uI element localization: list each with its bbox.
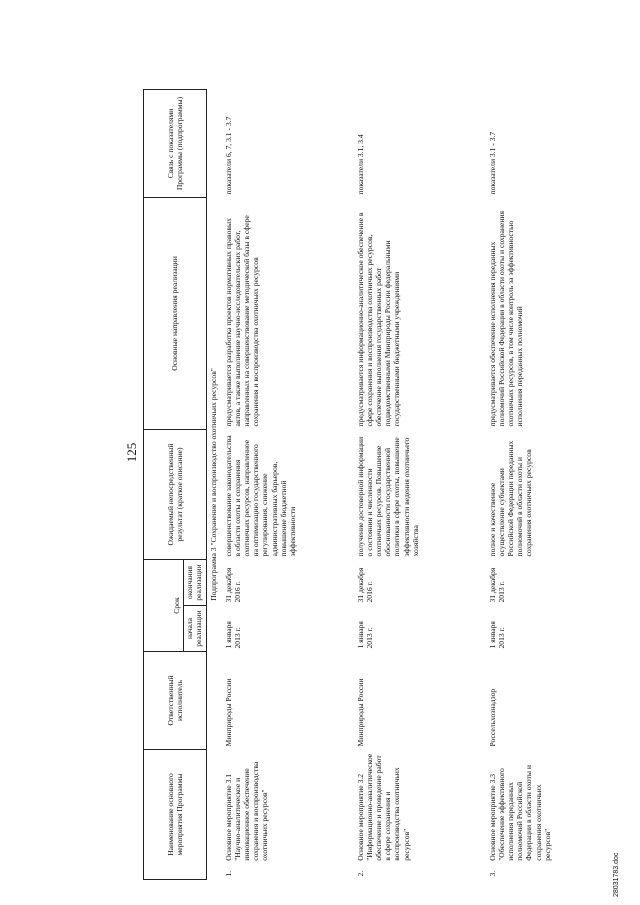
- executor-cell: Минприроды России: [224, 678, 233, 747]
- row-number: 1.: [224, 870, 233, 877]
- measure-text: Основное мероприятие 3.3 "Обеспечение эффективного исполнения переданных полномочий Российской Федерации в области охоты и сохранения охотничьих ресурсов": [488, 765, 552, 861]
- link-cell: показатели 3.1, 3.4: [356, 134, 365, 195]
- header-measure: Наименование основного мероприятия Программы: [144, 750, 207, 880]
- table-row: [222, 90, 354, 880]
- page-number: 125: [124, 442, 139, 463]
- row-number: 2.: [356, 870, 365, 877]
- measure-cell: [222, 750, 354, 880]
- end-cell: 31 декабря 2016 г.: [356, 567, 375, 603]
- end-cell: 31 декабря 2016 г.: [224, 567, 243, 603]
- header-directions: Основные направления реализации: [144, 198, 207, 430]
- executor-cell: Россельхознадзор: [488, 688, 497, 747]
- directions-cell: предусматривается информационно-аналитическое обеспечение в сфере сохранения и воспроизводства охотничьих ресурсов, обеспечение выполнения государственных работ подведомственными Минприроды России федеральными государственными бюджетными учреждениями: [356, 212, 402, 427]
- section-title: Подпрограмма 3 "Сохранение и воспроизводство охотничьих ресурсов": [209, 368, 218, 601]
- header-executor: Ответственный исполнитель: [144, 652, 207, 750]
- executor-cell: Минприроды России: [356, 678, 365, 747]
- measure-text: Основное мероприятие 3.1 "Научно-аналитическое и инновационное обеспечение сохранения и воспроизводства охотничьих ресурсов": [224, 761, 270, 861]
- start-cell: 1 января 2013 г.: [224, 621, 243, 649]
- directions-cell: предусматривается разработка проектов нормативных правовых актов, а также выполнение научно-исследовательских работ, направленных на совершенствование методической базы в сфере сохранения и воспроизводства охотничьих ресурсов: [224, 215, 261, 427]
- start-cell: 1 января 2013 г.: [356, 621, 375, 649]
- measure-text: Основное мероприятие 3.2 "Информационно-аналитическое обеспечение и проведение работ в сфере сохранения и воспроизводства охотничьих ресурсов": [356, 753, 411, 861]
- link-cell: показатели 6, 7, 3.1 - 3.7: [224, 116, 233, 195]
- row-number: 3.: [488, 870, 497, 877]
- table-row: [486, 90, 640, 880]
- header-term-start: начала реализации: [184, 606, 207, 652]
- result-cell: полное и качественное осуществление субъектами Российской Федерации переданных полномочий в области охоты и сохранения охотничьих ресурсов: [488, 440, 534, 557]
- header-term: Срок: [144, 560, 184, 652]
- result-cell: совершенствование законодательства в области охоты и сохранения охотничьих ресурсов, направленное на оптимизацию государственного регулирования, снижение административных барьеров, повышение бюджетной эффективности: [224, 435, 297, 557]
- start-cell: 1 января 2013 г.: [488, 621, 507, 649]
- table-row: [354, 90, 486, 880]
- directions-cell: предусматривается обеспечение исполнения переданных полномочий Российской Федерации в области охоты и сохранения охотничьих ресурсов, в том числе контроль за эффективностью исполнения переданных полномочий: [488, 211, 525, 427]
- measure-cell: [354, 750, 486, 880]
- end-cell: 31 декабря 2013 г.: [488, 567, 507, 603]
- footer-filename: 28031783.doc: [613, 852, 620, 897]
- program-table: [143, 89, 640, 880]
- result-cell: получение достоверной информации о состоянии и численности охотничьих ресурсов. Повышение обоснованности государственной политики в сфере охоты, повышение эффективности ведения охотничьего хозяйства: [356, 436, 420, 557]
- link-cell: показатели 3.1 - 3.7: [488, 131, 497, 195]
- header-term-end: окончания реализации: [184, 560, 207, 606]
- header-link: Связь с показателями Программы (подпрограммы): [144, 90, 207, 198]
- header-result: Ожидаемый непосредственный результат (краткое описание): [144, 430, 207, 560]
